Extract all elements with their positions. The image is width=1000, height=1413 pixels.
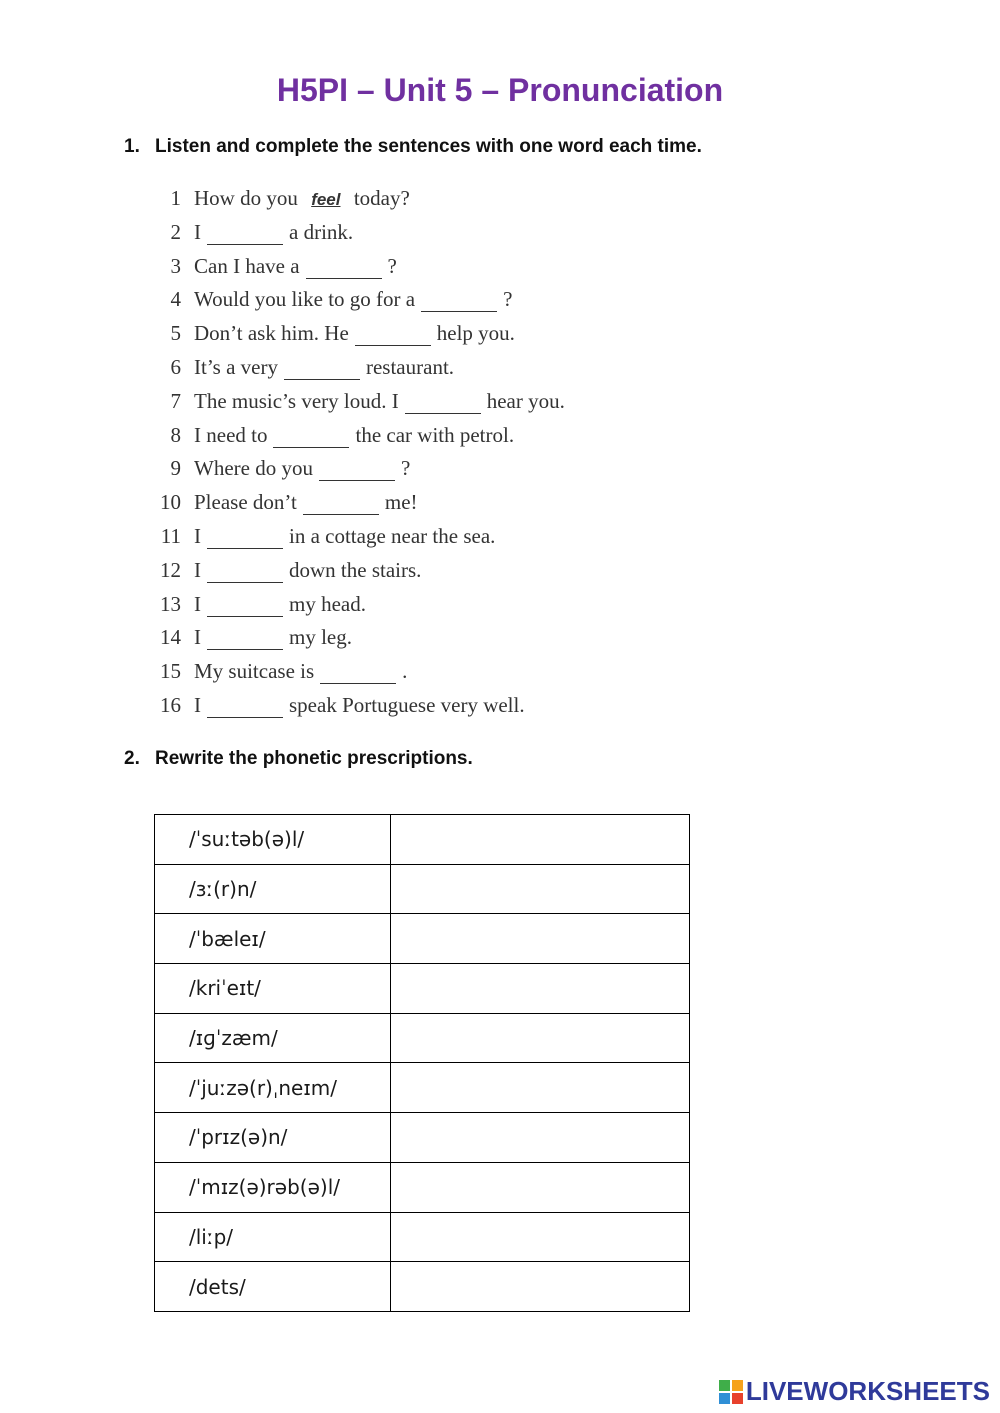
- sentence-number: 2: [170, 219, 181, 244]
- sentence-text-before: Where do you: [194, 456, 313, 481]
- table-row: [155, 1212, 690, 1262]
- word-answer-input[interactable]: [391, 866, 689, 912]
- sentence-number: 3: [170, 253, 181, 278]
- sentence-text-before: How do you: [194, 186, 298, 210]
- answer-cell: [391, 864, 690, 914]
- sentence-text-after: my head.: [289, 591, 366, 616]
- answer-cell: [391, 964, 690, 1014]
- table-row: [155, 914, 690, 964]
- table-row: [155, 815, 690, 865]
- sentence-item: [150, 419, 565, 453]
- answer-blank-input[interactable]: [207, 697, 283, 718]
- section-1-instruction: Listen and complete the sentences with one word each time.: [155, 136, 702, 157]
- sentence-text-before: Would you like to go for a: [194, 287, 416, 312]
- answer-blank-input[interactable]: [207, 629, 283, 650]
- sentence-item: [150, 250, 565, 284]
- sentence-item: [150, 351, 565, 385]
- sentence-text-before: The music’s very loud. I: [194, 388, 399, 413]
- sentence-text-after: restaurant.: [365, 354, 455, 379]
- answer-cell: [391, 1212, 690, 1262]
- table-row: [155, 1013, 690, 1063]
- sentence-list: [150, 182, 565, 723]
- liveworksheets-logo: [719, 1376, 990, 1407]
- sentence-text-before: I: [194, 591, 201, 616]
- sentence-text-after: down the stairs.: [289, 557, 422, 582]
- sentence-text-after: a drink.: [289, 219, 354, 244]
- sentence-text-after: speak Portuguese very well.: [289, 692, 525, 717]
- answer-blank-input[interactable]: [306, 258, 382, 279]
- phonetic-transcription: /ɪɡˈzæm/: [155, 1013, 391, 1063]
- word-answer-input[interactable]: [391, 1164, 689, 1210]
- table-row: [155, 1162, 690, 1212]
- phonetic-transcription: /liːp/: [155, 1212, 391, 1262]
- phonetic-table: [154, 814, 690, 1312]
- sentence-text-after: me!: [384, 490, 418, 515]
- sentence-text-before: I: [194, 219, 201, 244]
- sentence-text-after: my leg.: [289, 625, 352, 650]
- phonetic-transcription: /kriˈeɪt/: [155, 964, 391, 1014]
- section-1-heading: [124, 136, 702, 158]
- word-answer-input[interactable]: [391, 1015, 689, 1061]
- answer-cell: [391, 1113, 690, 1163]
- sentence-number: 11: [160, 523, 181, 548]
- phonetic-transcription: /ˈbæleɪ/: [155, 914, 391, 964]
- word-answer-input[interactable]: [391, 965, 689, 1011]
- answer-blank-input[interactable]: [303, 494, 379, 515]
- sentence-item: [150, 317, 565, 351]
- answer-blank-input[interactable]: [273, 427, 349, 448]
- sentence-item: [150, 385, 565, 419]
- sentence-text-after: ?: [387, 253, 397, 278]
- sentence-text-after: in a cottage near the sea.: [289, 523, 496, 548]
- sentence-item: [150, 621, 565, 655]
- answer-cell: [391, 914, 690, 964]
- answer-cell: [391, 1162, 690, 1212]
- answer-cell: [391, 1013, 690, 1063]
- word-answer-input[interactable]: [391, 816, 689, 862]
- sentence-text-before: Can I have a: [194, 253, 300, 278]
- sentence-number: 14: [160, 625, 181, 650]
- word-answer-input[interactable]: [391, 1264, 689, 1310]
- answer-blank-input[interactable]: [319, 460, 395, 481]
- sentence-item: [150, 486, 565, 520]
- example-answer: feel: [311, 190, 341, 209]
- sentence-item: [150, 182, 565, 216]
- sentence-item: [150, 216, 565, 250]
- answer-blank-input[interactable]: [284, 359, 360, 380]
- sentence-number: 6: [170, 354, 181, 379]
- sentence-text-after: the car with petrol.: [355, 422, 515, 447]
- answer-blank-input[interactable]: [207, 562, 283, 583]
- sentence-number: 4: [170, 287, 181, 312]
- sentence-number: 8: [170, 422, 181, 447]
- sentence-item: [150, 452, 565, 486]
- answer-blank-input[interactable]: [405, 393, 481, 414]
- sentence-item: [150, 689, 565, 723]
- word-answer-input[interactable]: [391, 1114, 689, 1160]
- sentence-item: [150, 655, 565, 689]
- phonetic-transcription: /ˈsuːtəb(ə)l/: [155, 815, 391, 865]
- sentence-text-before: I: [194, 557, 201, 582]
- sentence-number: 12: [160, 557, 181, 582]
- answer-cell: [391, 815, 690, 865]
- table-row: [155, 1262, 690, 1312]
- answer-blank-input[interactable]: [320, 663, 396, 684]
- sentence-number: 5: [170, 321, 181, 346]
- answer-blank-input[interactable]: [207, 528, 283, 549]
- logo-icon: [719, 1380, 743, 1404]
- sentence-text-after: hear you.: [486, 388, 565, 413]
- answer-blank-input[interactable]: [207, 596, 283, 617]
- table-row: [155, 964, 690, 1014]
- answer-blank-input[interactable]: [207, 224, 283, 245]
- sentence-text-after: today?: [353, 186, 410, 210]
- sentence-text-before: Don’t ask him. He: [194, 321, 349, 346]
- sentence-text-before: I: [194, 625, 201, 650]
- table-row: [155, 1113, 690, 1163]
- section-2-instruction: Rewrite the phonetic prescriptions.: [155, 748, 473, 769]
- sentence-text-before: I need to: [194, 422, 268, 447]
- answer-cell: [391, 1262, 690, 1312]
- sentence-text-before: My suitcase is: [194, 659, 315, 684]
- sentence-number: 7: [170, 388, 181, 413]
- sentence-item: [150, 554, 565, 588]
- sentence-text-after: help you.: [436, 321, 515, 346]
- sentence-number: 9: [170, 456, 181, 481]
- table-row: [155, 864, 690, 914]
- phonetic-transcription: /ˈmɪz(ə)rəb(ə)l/: [155, 1162, 391, 1212]
- sentence-number: 10: [160, 490, 181, 515]
- section-2-heading: [124, 748, 473, 770]
- sentence-text-before: It’s a very: [194, 354, 278, 379]
- sentence-text-after: ?: [503, 287, 513, 312]
- sentence-text-before: Please don’t: [194, 490, 297, 515]
- table-row: [155, 1063, 690, 1113]
- sentence-item: [150, 588, 565, 622]
- phonetic-transcription: /ɜː(r)n/: [155, 864, 391, 914]
- logo-text: LIVEWORKSHEETS: [745, 1376, 990, 1406]
- sentence-text-after: ?: [400, 456, 411, 481]
- word-answer-input[interactable]: [391, 1065, 689, 1111]
- answer-blank-input[interactable]: [421, 291, 497, 312]
- answer-blank-input[interactable]: [355, 325, 431, 346]
- answer-cell: [391, 1063, 690, 1113]
- sentence-text-after: .: [402, 659, 408, 684]
- section-2-number: 2.: [124, 748, 140, 769]
- word-answer-input[interactable]: [391, 1214, 689, 1260]
- sentence-text-before: I: [194, 523, 201, 548]
- section-1-number: 1.: [124, 136, 140, 157]
- sentence-number: 16: [160, 692, 181, 717]
- word-answer-input[interactable]: [391, 916, 689, 962]
- phonetic-transcription: /ˈjuːzə(r)ˌneɪm/: [155, 1063, 391, 1113]
- sentence-number: 13: [160, 591, 181, 616]
- sentence-item: [150, 520, 565, 554]
- phonetic-transcription: /dets/: [155, 1262, 391, 1312]
- sentence-number: 1: [170, 186, 181, 210]
- sentence-item: [150, 283, 565, 317]
- sentence-text-before: I: [194, 692, 201, 717]
- sentence-number: 15: [160, 659, 181, 684]
- phonetic-transcription: /ˈprɪz(ə)n/: [155, 1113, 391, 1163]
- page-title: H5PI – Unit 5 – Pronunciation: [276, 72, 724, 108]
